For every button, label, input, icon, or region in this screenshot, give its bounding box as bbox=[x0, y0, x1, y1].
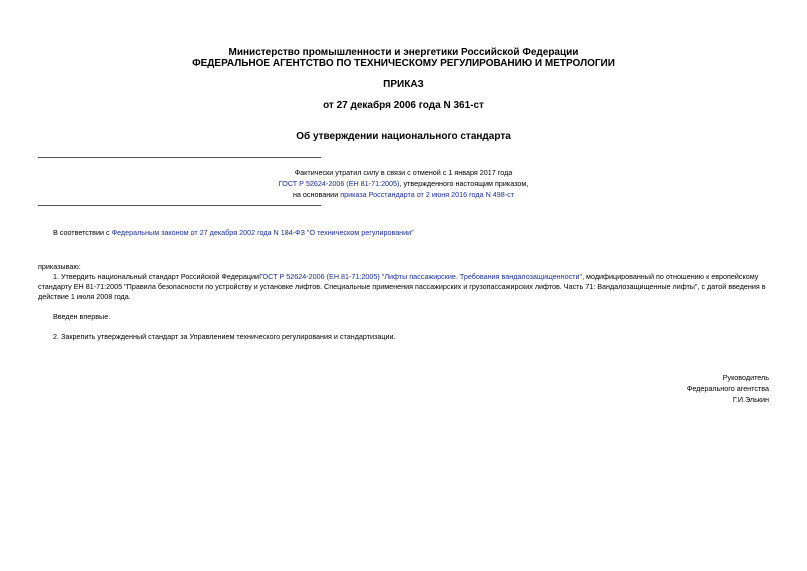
status-note-prefix: на основании bbox=[292, 190, 341, 199]
item-1-prefix: 1. Утвердить национальный стандарт Российской Федерации bbox=[53, 272, 260, 281]
status-note-line-3 bbox=[0, 190, 807, 200]
item-1-suffix: , модифицированный по отношению к европейскому bbox=[582, 272, 759, 281]
status-note-line-1: Фактически утратил силу в связи с отменой с 1 января 2017 года bbox=[294, 168, 513, 177]
gost-link[interactable]: ГОСТ Р 52624-2006 (ЕН 81-71:2005) bbox=[278, 179, 400, 188]
item-2: 2. Закрепить утвержденный стандарт за Управлением технического регулирования и стандартизации. bbox=[53, 332, 396, 341]
intro-paragraph bbox=[53, 228, 414, 238]
signature-title: Руководитель bbox=[722, 373, 769, 382]
item-1-line-2: стандарту ЕН 81-71:2005 "Правила безопасности по устройству и установке лифтов. Специальные применения пассажирских и грузопассажирских лифтов. Часть 71: Вандалозащищенные лифты", с датой введения в bbox=[38, 282, 766, 291]
signature-agency: Федерального агентства bbox=[686, 384, 769, 393]
ministry-name: Министерство промышленности и энергетики Российской Федерации bbox=[228, 47, 579, 58]
rosstandart-order-link[interactable]: приказа Росстандарта от 2 июня 2016 года N 498-ст bbox=[340, 190, 515, 199]
introduced-note: Введен впервые. bbox=[53, 312, 111, 321]
status-note-line-2 bbox=[0, 179, 807, 189]
item-1-line-3: действие 1 июля 2008 года. bbox=[38, 292, 131, 301]
federal-law-link[interactable]: Федеральным законом от 27 декабря 2002 года N 184-ФЗ "О техническом регулировании" bbox=[111, 228, 414, 237]
document-subject: Об утверждении национального стандарта bbox=[296, 131, 511, 142]
item-1-line-1 bbox=[53, 272, 758, 282]
top-divider bbox=[38, 157, 321, 158]
signature-name: Г.И.Элькин bbox=[732, 395, 769, 404]
order-word: приказываю: bbox=[38, 262, 81, 271]
status-note-text: , утвержденного настоящим приказом, bbox=[399, 179, 529, 188]
document-date-number: от 27 декабря 2006 года N 361-ст bbox=[323, 100, 484, 111]
intro-prefix: В соответствии с bbox=[53, 228, 112, 237]
standard-link[interactable]: ГОСТ Р 52624-2006 (ЕН 81-71:2005) "Лифты пассажирские. Требования вандалозащищенности" bbox=[259, 272, 583, 281]
bottom-divider bbox=[38, 205, 321, 206]
document-type: ПРИКАЗ bbox=[383, 79, 424, 90]
agency-name: ФЕДЕРАЛЬНОЕ АГЕНТСТВО ПО ТЕХНИЧЕСКОМУ РЕГУЛИРОВАНИЮ И МЕТРОЛОГИИ bbox=[192, 58, 615, 69]
